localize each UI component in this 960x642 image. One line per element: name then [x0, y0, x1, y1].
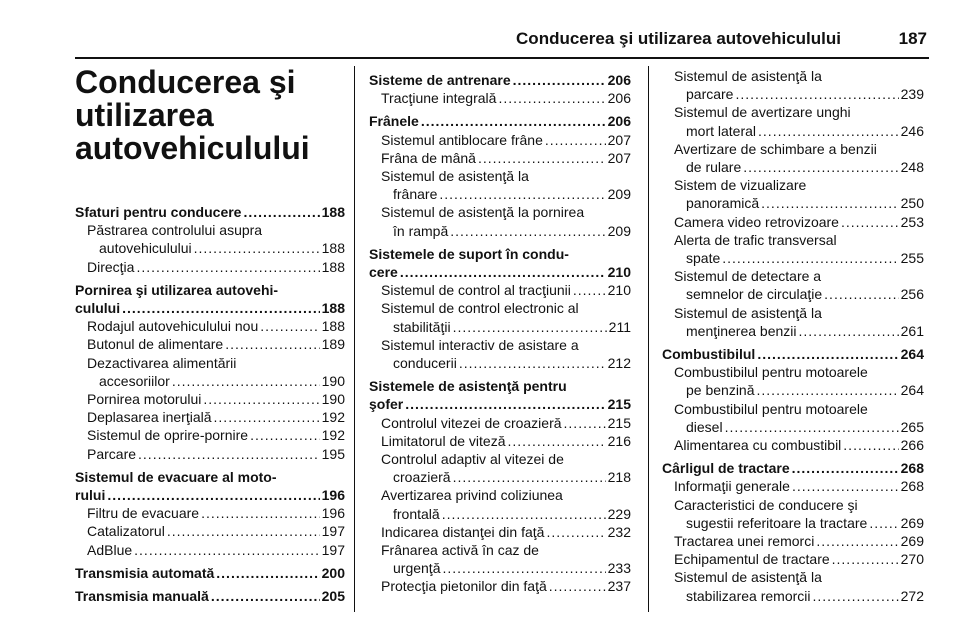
toc-page-number: 188	[321, 318, 345, 335]
toc-entry-title: Parcare	[87, 445, 137, 462]
toc-page-number: 216	[607, 432, 631, 449]
toc-entry-title: Sistemul antiblocare frâne	[381, 131, 543, 148]
toc-page-number: 246	[900, 122, 924, 139]
toc-entry-title: Cârligul de tractare	[662, 460, 790, 477]
toc-entry[interactable]	[369, 505, 631, 523]
dot-leader	[564, 414, 606, 432]
toc-section-entry[interactable]	[369, 112, 631, 130]
toc-entry-title: Protecţia pietonilor din faţă	[381, 578, 547, 595]
toc-page-number: 233	[607, 560, 631, 577]
toc-entry-title: culului	[75, 300, 121, 317]
toc-entry-title: frontală	[393, 505, 440, 522]
toc-page-number: 196	[321, 505, 345, 522]
dot-leader	[138, 445, 320, 463]
toc-page-number: 211	[608, 318, 631, 335]
toc-entry[interactable]	[369, 89, 631, 107]
toc-entry-title: Pornirea motorului	[87, 391, 202, 408]
dot-leader	[260, 317, 319, 335]
toc-section-entry[interactable]: Pornirea şi utilizarea autovehi-	[75, 281, 279, 298]
toc-entry[interactable]	[662, 381, 924, 399]
toc-entry[interactable]: Sistemul interactiv de asistare a	[381, 336, 579, 353]
toc-entry[interactable]	[75, 426, 345, 444]
toc-entry[interactable]	[369, 185, 631, 203]
dot-leader	[214, 408, 320, 426]
toc-entry[interactable]	[369, 131, 631, 149]
dot-leader	[243, 203, 319, 221]
dot-leader	[167, 522, 320, 540]
toc-entry-title: autovehiculului	[99, 240, 192, 257]
toc-page-number: 237	[607, 578, 631, 595]
dot-leader	[225, 335, 319, 353]
toc-entry[interactable]	[662, 418, 924, 436]
toc-entry[interactable]	[75, 408, 345, 426]
toc-entry[interactable]	[662, 85, 924, 103]
toc-page-number: 265	[900, 418, 924, 435]
toc-page-number: 210	[607, 264, 631, 281]
dot-leader	[203, 390, 319, 408]
dot-leader	[722, 249, 898, 267]
toc-page-number: 255	[900, 250, 924, 267]
toc-entry-title: spate	[686, 250, 721, 267]
toc-page-number: 250	[900, 195, 924, 212]
toc-entry[interactable]: Sistemul de asistenţă la	[674, 569, 822, 586]
toc-entry[interactable]	[662, 322, 924, 340]
toc-page-number: 272	[900, 587, 924, 604]
toc-section-entry[interactable]	[662, 345, 924, 363]
toc-section-entry[interactable]	[369, 71, 631, 89]
toc-page-number: 188	[321, 258, 345, 275]
toc-page-number: 215	[607, 396, 631, 413]
toc-page-number: 261	[900, 322, 924, 339]
toc-entry[interactable]: Combustibilul pentru motoarele	[674, 364, 868, 381]
toc-entry[interactable]	[75, 372, 345, 390]
toc-entry[interactable]	[662, 285, 924, 303]
dot-leader	[134, 541, 319, 559]
dot-leader	[549, 577, 606, 595]
toc-entry-title: Rodajul autovehiculului nou	[87, 318, 259, 335]
dot-leader	[442, 505, 606, 523]
page-header	[75, 27, 929, 59]
dot-leader	[841, 213, 899, 231]
toc-page-number: 207	[607, 149, 631, 166]
toc-entry[interactable]	[75, 335, 345, 353]
toc-entry[interactable]: Sistemul de asistenţă la pornirea	[381, 204, 585, 221]
toc-page-number: 192	[321, 409, 345, 426]
toc-entry[interactable]: Sistemul de asistenţă la	[381, 168, 529, 185]
toc-entry[interactable]: Avertizare de schimbare a benzii	[674, 140, 877, 157]
toc-page-number: 207	[607, 131, 631, 148]
toc-entry-title: Limitatorul de viteză	[381, 432, 506, 449]
dot-leader	[405, 395, 605, 413]
toc-section-entry[interactable]: Sistemele de suport în condu-	[369, 245, 569, 262]
dot-leader	[172, 372, 320, 390]
toc-entry-title: rului	[75, 487, 106, 504]
toc-entry[interactable]	[369, 318, 631, 336]
toc-page-number: 205	[321, 588, 345, 605]
toc-entry[interactable]	[369, 559, 631, 577]
toc-entry-title: Transmisia manuală	[75, 588, 209, 605]
column-divider	[648, 66, 649, 612]
toc-entry-title: Catalizatorul	[87, 523, 165, 540]
toc-entry[interactable]	[662, 532, 924, 550]
toc-entry-title: Deplasarea inerţială	[87, 409, 212, 426]
dot-leader	[201, 504, 320, 522]
dot-leader	[513, 71, 606, 89]
toc-entry[interactable]: Avertizarea privind coliziunea	[381, 487, 563, 504]
toc-entry[interactable]: Combustibilul pentru motoarele	[674, 400, 868, 417]
toc-page-number: 248	[900, 159, 924, 176]
toc-entry[interactable]: Sistemul de avertizare unghi	[674, 104, 851, 121]
dot-leader	[573, 281, 606, 299]
toc-page-number: 209	[607, 222, 631, 239]
dot-leader	[453, 318, 607, 336]
toc-entry-title: Sfaturi pentru conducere	[75, 204, 242, 220]
toc-entry-title: Alimentarea cu combustibil	[674, 437, 842, 454]
toc-column-2	[369, 71, 631, 596]
toc-entry-title: accesoriilor	[99, 372, 170, 389]
toc-entry[interactable]: Sistemul de asistenţă la	[674, 304, 822, 321]
dot-leader	[792, 459, 899, 477]
toc-entry[interactable]: Păstrarea controlului asupra	[87, 222, 263, 239]
dot-leader	[400, 263, 606, 281]
toc-entry-title: sugestii referitoare la tractare	[686, 514, 868, 531]
toc-entry[interactable]	[662, 436, 924, 454]
toc-entry[interactable]: Sistemul de control electronic al	[381, 300, 579, 317]
toc-page-number: 206	[607, 90, 631, 107]
toc-entry[interactable]	[369, 432, 631, 450]
toc-section-entry[interactable]	[75, 486, 345, 504]
toc-entry-title: Indicarea distanţei din faţă	[381, 523, 545, 540]
dot-leader	[816, 532, 898, 550]
toc-entry-title: Frânele	[369, 113, 419, 130]
toc-page-number: 215	[607, 414, 631, 431]
toc-entry[interactable]	[369, 354, 631, 372]
toc-page-number: 212	[607, 355, 631, 372]
toc-page-number: 232	[607, 523, 631, 540]
toc-entry-title: Sisteme de antrenare	[369, 72, 511, 88]
toc-entry[interactable]	[369, 281, 631, 299]
toc-entry[interactable]	[369, 468, 631, 486]
toc-section-entry[interactable]	[75, 203, 345, 221]
toc-entry-title: Echipamentul de tractare	[674, 551, 830, 568]
toc-entry[interactable]: Frânarea activă în caz de	[381, 542, 539, 559]
toc-entry-title: conducerii	[393, 355, 457, 372]
toc-page-number: 206	[607, 72, 631, 88]
toc-entry-title: Butonul de alimentare	[87, 336, 224, 353]
dot-leader	[194, 239, 320, 257]
toc-section-entry[interactable]	[369, 263, 631, 281]
toc-entry-title: panoramică	[686, 195, 760, 212]
toc-entry-title: stabilităţii	[393, 318, 451, 335]
toc-column-1	[75, 203, 345, 605]
toc-entry-title: croazieră	[393, 469, 451, 486]
toc-entry-title: şofer	[369, 396, 404, 413]
toc-entry-title: în rampă	[393, 222, 449, 239]
toc-page-number: 269	[900, 533, 924, 550]
dot-leader	[421, 112, 606, 130]
toc-entry[interactable]	[662, 550, 924, 568]
toc-entry[interactable]	[369, 149, 631, 167]
toc-entry[interactable]	[75, 541, 345, 559]
toc-page-number: 197	[321, 523, 345, 540]
toc-entry[interactable]	[75, 445, 345, 463]
toc-entry-title: Transmisia automată	[75, 564, 215, 581]
toc-entry-title: stabilizarea remorcii	[686, 587, 811, 604]
toc-page-number: 188	[321, 204, 345, 220]
toc-page-number: 253	[900, 213, 924, 230]
toc-entry[interactable]	[662, 587, 924, 605]
toc-entry-title: de rulare	[686, 159, 742, 176]
toc-section-entry[interactable]	[369, 395, 631, 413]
toc-page-number: 210	[607, 282, 631, 299]
dot-leader	[453, 468, 606, 486]
dot-leader	[122, 299, 320, 317]
toc-page-number: 266	[900, 437, 924, 454]
dot-leader	[450, 222, 605, 240]
dot-leader	[792, 477, 899, 495]
toc-entry-title: Direcţia	[87, 258, 135, 275]
toc-entry[interactable]	[75, 239, 345, 257]
toc-page-number: 264	[900, 346, 924, 363]
toc-entry-title: urgenţă	[393, 560, 441, 577]
toc-page-number: 197	[321, 541, 345, 558]
toc-column-3	[662, 67, 924, 605]
dot-leader	[843, 436, 898, 454]
toc-entry[interactable]: Dezactivarea alimentării	[87, 354, 237, 371]
toc-section-entry[interactable]: Sistemul de evacuare al moto-	[75, 468, 277, 485]
toc-entry-title: Sistemul de oprire-pornire	[87, 427, 249, 444]
dot-leader	[799, 322, 899, 340]
page-number: 187	[898, 29, 927, 48]
toc-entry[interactable]	[369, 523, 631, 541]
toc-entry-title: Controlul vitezei de croazieră	[381, 414, 562, 431]
dot-leader	[832, 550, 899, 568]
toc-entry-title: frânare	[393, 186, 438, 203]
dot-leader	[812, 587, 898, 605]
dot-leader	[869, 514, 898, 532]
toc-entry-title: cere	[369, 264, 398, 281]
toc-section-entry[interactable]	[75, 587, 345, 605]
toc-entry-title: Informaţii generale	[674, 478, 790, 495]
toc-page-number: 190	[321, 372, 345, 389]
toc-entry-title: parcare	[686, 86, 734, 103]
toc-entry[interactable]: Sistemul de detectare a	[674, 268, 822, 285]
dot-leader	[758, 122, 899, 140]
dot-leader	[136, 258, 319, 276]
toc-page-number: 196	[321, 487, 345, 504]
dot-leader	[250, 426, 320, 444]
toc-entry-title: diesel	[686, 418, 723, 435]
chapter-title: Conducerea şi utilizarea autovehiculului	[75, 64, 310, 166]
dot-leader	[498, 89, 605, 107]
toc-page-number: 239	[900, 86, 924, 103]
toc-entry[interactable]: Sistemul de asistenţă la	[674, 68, 822, 84]
dot-leader	[508, 432, 606, 450]
toc-page-number: 256	[900, 286, 924, 303]
dot-leader	[761, 194, 898, 212]
toc-page-number: 206	[607, 113, 631, 130]
toc-entry-title: menţinerea benzii	[686, 322, 797, 339]
toc-page-number: 189	[321, 336, 345, 353]
toc-page-number: 264	[900, 382, 924, 399]
dot-leader	[725, 418, 899, 436]
dot-leader	[107, 486, 319, 504]
dot-leader	[459, 354, 606, 372]
toc-entry-title: Frâna de mână	[381, 149, 476, 166]
dot-leader	[757, 381, 899, 399]
toc-entry[interactable]	[75, 522, 345, 540]
toc-entry-title: mort lateral	[686, 122, 757, 139]
toc-entry[interactable]	[75, 258, 345, 276]
toc-entry[interactable]	[369, 222, 631, 240]
toc-entry[interactable]	[662, 514, 924, 532]
toc-entry[interactable]	[662, 249, 924, 267]
toc-entry-title: pe benzină	[686, 382, 755, 399]
column-divider	[354, 66, 355, 612]
dot-leader	[757, 345, 898, 363]
toc-section-entry[interactable]	[75, 564, 345, 582]
toc-entry[interactable]	[75, 504, 345, 522]
toc-entry-title: Tracţiune integrală	[381, 90, 497, 107]
dot-leader	[211, 587, 320, 605]
toc-entry[interactable]	[662, 194, 924, 212]
toc-entry-title: AdBlue	[87, 541, 133, 558]
toc-entry-title: Filtru de evacuare	[87, 505, 200, 522]
dot-leader	[743, 158, 898, 176]
toc-page-number: 229	[607, 505, 631, 522]
toc-entry-title: Tractarea unei remorci	[674, 533, 815, 550]
toc-page-number: 195	[321, 445, 345, 462]
toc-entry-title: Combustibilul	[662, 346, 756, 363]
toc-section-entry[interactable]	[75, 299, 345, 317]
dot-leader	[546, 523, 605, 541]
toc-entry[interactable]	[369, 414, 631, 432]
dot-leader	[442, 559, 605, 577]
dot-leader	[216, 564, 319, 582]
toc-entry[interactable]	[75, 317, 345, 335]
toc-entry-title: Sistemul de control al tracţiunii	[381, 282, 571, 299]
toc-page-number: 188	[321, 240, 345, 257]
toc-page-number: 188	[321, 300, 345, 317]
toc-entry-title: Camera video retrovizoare	[674, 213, 839, 230]
toc-section-entry[interactable]: Sistemele de asistenţă pentru	[369, 378, 567, 395]
toc-page-number: 269	[900, 514, 924, 531]
dot-leader	[545, 131, 606, 149]
toc-entry[interactable]	[662, 213, 924, 231]
toc-entry[interactable]: Controlul adaptiv al vitezei de	[381, 451, 564, 468]
dot-leader	[824, 285, 898, 303]
toc-page-number: 268	[900, 478, 924, 495]
toc-page-number: 209	[607, 186, 631, 203]
toc-entry[interactable]	[662, 122, 924, 140]
toc-entry[interactable]	[75, 390, 345, 408]
dot-leader	[439, 185, 605, 203]
dot-leader	[735, 85, 898, 103]
toc-entry[interactable]	[662, 158, 924, 176]
toc-entry[interactable]	[662, 477, 924, 495]
toc-entry[interactable]: Alerta de trafic transversal	[674, 231, 837, 248]
toc-entry[interactable]: Caracteristici de conducere şi	[674, 496, 858, 513]
toc-page-number: 270	[900, 551, 924, 568]
toc-entry[interactable]: Sistem de vizualizare	[674, 177, 807, 194]
toc-section-entry[interactable]	[662, 459, 924, 477]
toc-page-number: 192	[321, 427, 345, 444]
toc-page-number: 200	[321, 564, 345, 581]
running-title: Conducerea şi utilizarea autovehiculului	[516, 29, 841, 48]
toc-entry[interactable]	[369, 577, 631, 595]
toc-page-number: 190	[321, 391, 345, 408]
toc-entry-title: semnelor de circulaţie	[686, 286, 823, 303]
toc-page-number: 268	[900, 460, 924, 477]
toc-page-number: 218	[607, 469, 631, 486]
dot-leader	[478, 149, 606, 167]
